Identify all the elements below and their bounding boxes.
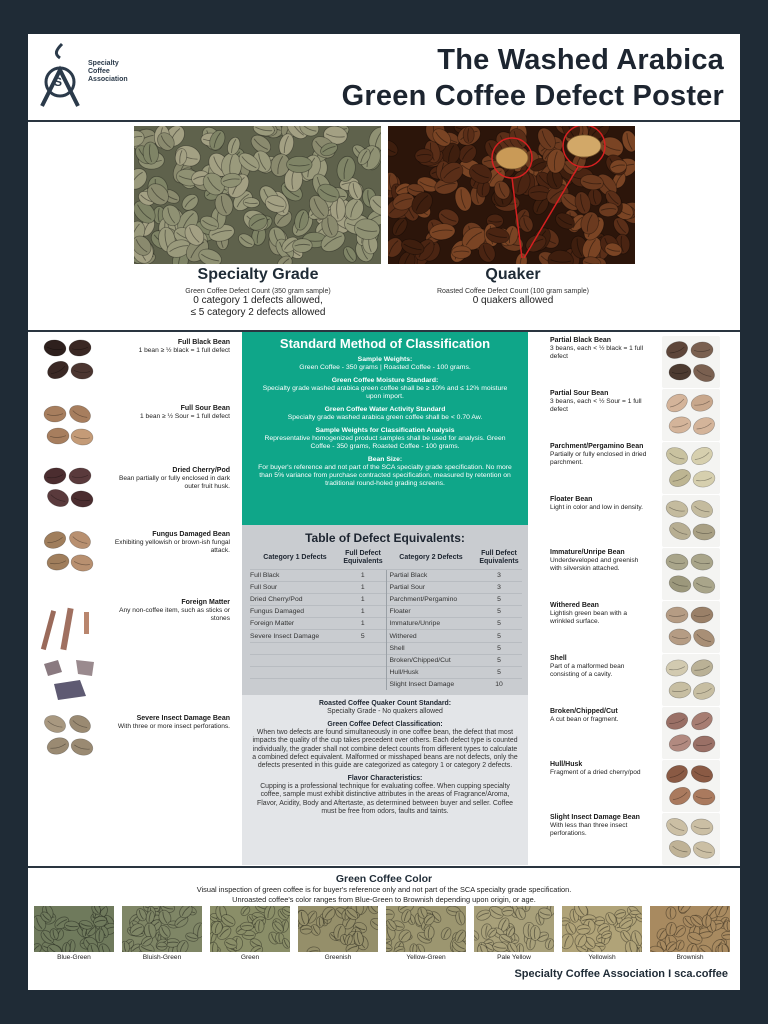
defect-item-full-black-bean <box>40 334 240 394</box>
standard-method-title: Standard Method of Classification <box>279 336 491 351</box>
method-section-text: Representative homogenized product samples shall be used for analysis. Green Coffee - 350 grams, Roasted Coffee - 100 grams. <box>264 435 506 450</box>
defect-photo <box>662 813 720 865</box>
note-heading: Flavor Characteristics: <box>347 775 423 783</box>
equivalents-row <box>250 582 522 594</box>
defect-photo <box>662 654 720 706</box>
cat1-defect: Dried Cherry/Pod <box>250 594 340 606</box>
defect-desc: With less than three insect perforations. <box>550 822 628 838</box>
quaker-subtitle: Roasted Coffee Defect Count (100 gram sample) <box>436 288 589 295</box>
method-section-heading: Green Coffee Moisture Standard: <box>331 377 439 384</box>
defect-photo <box>40 400 98 452</box>
defect-name: Full Sour Bean <box>180 405 230 412</box>
notes-panel <box>242 695 528 865</box>
note-heading: Green Coffee Defect Classification: <box>327 721 443 729</box>
defect-photo <box>662 495 720 547</box>
cat2-equivalent: 3 <box>476 570 522 582</box>
cat1-defect: Full Black <box>250 570 340 582</box>
method-section-text: Green Coffee - 350 grams | Roasted Coffee - 100 grams. <box>299 364 471 371</box>
defect-item-parchment-pergamino-bean <box>550 442 730 494</box>
cat2-equivalent: 5 <box>476 666 522 678</box>
cat1-defect: Fungus Damaged <box>250 606 340 618</box>
equivalents-row <box>250 618 522 630</box>
defect-desc: Fragment of a dried cherry/pod <box>550 769 641 776</box>
method-section-heading: Sample Weights: <box>357 356 413 363</box>
header-cat2: Category 2 Defects <box>399 554 463 561</box>
defect-photo <box>40 462 98 514</box>
defect-name: Parchment/Pergamino Bean <box>550 443 644 450</box>
color-swatch-greenish <box>298 906 378 952</box>
cat1-defect: Foreign Matter <box>250 618 340 630</box>
defect-photo <box>662 389 720 441</box>
defect-name: Fungus Damaged Bean <box>152 531 230 538</box>
method-section-heading: Bean Size: <box>367 456 403 463</box>
color-swatch-yellow-green <box>386 906 466 952</box>
color-desc-1: Visual inspection of green coffee is for buyer's reference only and not part of the SCA specialty grade specification. <box>196 885 572 894</box>
standard-method-panel <box>242 332 528 525</box>
equivalents-row <box>250 570 522 582</box>
cat1-defect: Severe Insect Damage <box>250 630 340 642</box>
color-swatch-blue-green <box>34 906 114 952</box>
defect-desc: Any non-coffee item, such as sticks or stones <box>119 607 230 623</box>
roasted-beans-photo <box>388 126 635 264</box>
color-swatch-label: Pale Yellow <box>497 954 531 961</box>
defect-name: Immature/Unripe Bean <box>550 549 625 556</box>
cat1-equivalent: 1 <box>340 594 386 606</box>
defect-name: Hull/Husk <box>550 761 583 768</box>
defect-desc: Underdeveloped and greenish with silverskin attached. <box>550 557 639 573</box>
color-swatch-label: Green <box>240 954 260 961</box>
color-section-title: Green Coffee Color <box>335 873 433 885</box>
defect-poster <box>28 34 740 990</box>
cat1-equivalent: 1 <box>340 582 386 594</box>
equivalents-row <box>250 666 522 678</box>
defect-name: Partial Sour Bean <box>550 390 609 397</box>
defect-desc: Lightish green bean with a wrinkled surface. <box>550 610 627 626</box>
cat1-equivalent <box>340 642 386 654</box>
specialty-grade-title: Specialty Grade <box>197 266 319 283</box>
cat2-defect: Shell <box>386 642 476 654</box>
defect-name: Floater Bean <box>550 496 593 503</box>
defect-name: Severe Insect Damage Bean <box>136 715 230 722</box>
defect-item-floater-bean <box>550 495 730 547</box>
color-swatch-label: Brownish <box>676 954 704 961</box>
equivalents-row <box>250 642 522 654</box>
color-swatch-brownish <box>650 906 730 952</box>
note-text: Cupping is a professional technique for evaluating coffee. When cupping specialty coffee, sample must exhibit distinctive attributes in the areas of Fragrance/Aroma, Flavor, Acidity, Body and Aftertaste, as determined between buyer and seller. Coffee must be free from odors, faults and taints. <box>257 783 513 815</box>
color-swatch-label: Yellowish <box>588 954 616 961</box>
divider <box>28 866 740 868</box>
sca-logo <box>38 40 148 110</box>
defect-name: Shell <box>550 655 567 662</box>
defect-photo <box>40 334 98 386</box>
note-text: Specialty Grade - No quakers allowed <box>327 708 443 715</box>
color-swatch-label: Blue-Green <box>57 954 91 961</box>
cat2-equivalent: 5 <box>476 594 522 606</box>
defect-item-dried-cherry-pod <box>40 462 240 522</box>
defect-name: Full Black Bean <box>177 339 230 346</box>
defect-item-withered-bean <box>550 601 730 653</box>
cat2-defect: Withered <box>386 630 476 642</box>
defect-photo <box>662 707 720 759</box>
method-section-text: Specialty grade washed arabica green coffee shall be < 0.70 Aw. <box>287 414 483 421</box>
cat1-equivalent <box>340 666 386 678</box>
cat1-defect <box>250 666 340 678</box>
cat1-defect <box>250 654 340 666</box>
specialty-grade-rule-2: ≤ 5 category 2 defects allowed <box>190 307 326 318</box>
color-swatch-yellowish <box>562 906 642 952</box>
divider <box>28 120 740 122</box>
defect-name: Withered Bean <box>550 602 599 609</box>
defect-item-hull-husk <box>550 760 730 812</box>
defect-desc: 3 beans, each < ½ black = 1 full defect <box>550 345 644 361</box>
poster-title <box>342 42 724 114</box>
title-line-2: Green Coffee Defect Poster <box>341 80 724 112</box>
color-desc-2: Unroasted coffee's color ranges from Blue-Green to Brownish depending upon origin, or age. <box>232 894 536 904</box>
defect-item-slight-insect-damage-bean <box>550 813 730 865</box>
defect-item-full-sour-bean <box>40 400 240 460</box>
defect-photo <box>662 760 720 812</box>
defect-desc: Exhibiting yellowish or brown-ish fungal attack. <box>114 539 230 555</box>
cat1-equivalent: 1 <box>340 606 386 618</box>
specialty-grade-block <box>128 266 388 319</box>
method-section-text: For buyer's reference and not part of the SCA specialty grade specification. No more than 5% variance from purchase contracted specification, measured by retention on traditional round-holed grading screens. <box>258 464 512 487</box>
color-swatch-label: Greenish <box>324 954 352 961</box>
color-swatch-label: Yellow-Green <box>406 954 446 961</box>
defect-desc: 1 bean ≥ ½ black = 1 full defect <box>138 347 230 354</box>
quaker-block <box>383 266 643 307</box>
defect-desc: 3 beans, each < ½ Sour = 1 full defect <box>550 398 642 414</box>
cat2-defect: Broken/Chipped/Cut <box>386 654 476 666</box>
sca-logo-icon <box>38 40 88 110</box>
defect-name: Slight Insect Damage Bean <box>550 814 640 821</box>
equivalents-row <box>250 630 522 642</box>
color-section-desc <box>28 885 740 904</box>
quaker-title: Quaker <box>485 266 541 283</box>
cat2-defect: Floater <box>386 606 476 618</box>
cat2-equivalent: 5 <box>476 630 522 642</box>
note-heading: Roasted Coffee Quaker Count Standard: <box>318 700 452 707</box>
equivalents-row <box>250 678 522 690</box>
header-cat1-equiv: Full Defect Equivalents <box>343 550 383 565</box>
header-cat1: Category 1 Defects <box>263 554 327 561</box>
defect-item-partial-black-bean <box>550 336 730 388</box>
defect-name: Broken/Chipped/Cut <box>550 708 618 715</box>
defect-photo <box>662 442 720 494</box>
defect-item-fungus-damaged-bean <box>40 526 240 586</box>
equivalents-row <box>250 654 522 666</box>
note-text: When two defects are found simultaneously in one coffee bean, the defect that most impacts the quality of the cup takes precedent over others. Each defect type is counted individually, the grader shall not combine defect counts from different types to calculate a combined defect equivalent. Malformed or misshaped beans are not defects, only the defects presented in this guide are categorized as category 1 or category 2 defects. <box>252 729 518 770</box>
defect-desc: Partially or fully enclosed in dried parchment. <box>550 451 647 467</box>
cat1-equivalent: 1 <box>340 570 386 582</box>
color-swatch-label: Bluish-Green <box>142 954 182 961</box>
cat2-equivalent: 5 <box>476 618 522 630</box>
cat2-defect: Hull/Husk <box>386 666 476 678</box>
cat2-defect: Partial Sour <box>386 582 476 594</box>
defect-photo <box>662 601 720 653</box>
specialty-grade-rule-1: 0 category 1 defects allowed, <box>193 295 323 306</box>
defect-item-immature-unripe-bean <box>550 548 730 600</box>
defect-desc: Light in color and low in density. <box>550 504 643 511</box>
sca-logo-text: Specialty Coffee Association <box>88 60 128 83</box>
defect-item-foreign-matter <box>40 598 240 658</box>
defect-name: Dried Cherry/Pod <box>172 467 230 474</box>
color-swatch-green <box>210 906 290 952</box>
defect-name: Foreign Matter <box>181 599 230 606</box>
defect-photo <box>662 548 720 600</box>
equivalents-table <box>250 549 522 690</box>
defect-item-partial-sour-bean <box>550 389 730 441</box>
defect-photo <box>40 526 98 578</box>
cat1-equivalent <box>340 678 386 690</box>
cat2-equivalent: 5 <box>476 606 522 618</box>
method-section-heading: Green Coffee Water Activity Standard <box>324 406 446 413</box>
defect-desc: A cut bean or fragment. <box>550 716 619 723</box>
defect-photo <box>40 604 98 704</box>
header-cat2-equiv: Full Defect Equivalents <box>479 550 519 565</box>
defect-desc: 1 bean ≥ ½ Sour = 1 full defect <box>140 413 230 420</box>
cat2-defect: Immature/Unripe <box>386 618 476 630</box>
cat2-equivalent: 10 <box>476 678 522 690</box>
defect-desc: Bean partially or fully enclosed in dark outer fruit husk. <box>118 475 230 491</box>
equivalents-row <box>250 606 522 618</box>
color-swatch-pale-yellow <box>474 906 554 952</box>
cat1-defect <box>250 678 340 690</box>
color-swatch-bluish-green <box>122 906 202 952</box>
defect-name: Partial Black Bean <box>550 337 612 344</box>
cat1-defect <box>250 642 340 654</box>
defect-desc: With three or more insect perforations. <box>117 723 230 730</box>
footer: Specialty Coffee Association I sca.coffee <box>514 968 728 980</box>
defect-item-broken-chipped-cut <box>550 707 730 759</box>
equivalents-title: Table of Defect Equivalents: <box>305 531 465 545</box>
defect-equivalents-panel <box>242 525 528 695</box>
cat2-defect: Slight Insect Damage <box>386 678 476 690</box>
cat2-equivalent: 5 <box>476 642 522 654</box>
title-line-1: The Washed Arabica <box>437 44 724 76</box>
defect-desc: Part of a malformed bean consisting of a cavity. <box>550 663 625 679</box>
defect-photo <box>662 336 720 388</box>
specialty-grade-subtitle: Green Coffee Defect Count (350 gram sample) <box>185 288 331 295</box>
cat1-equivalent <box>340 654 386 666</box>
defect-item-severe-insect-damage-bean <box>40 710 240 770</box>
method-section-text: Specialty grade washed arabica green coffee shall be ≥ 10% and ≤ 12% moisture upon import. <box>262 385 508 400</box>
cat1-defect: Full Sour <box>250 582 340 594</box>
cat2-equivalent: 3 <box>476 582 522 594</box>
cat1-equivalent: 5 <box>340 630 386 642</box>
cat2-defect: Parchment/Pergamino <box>386 594 476 606</box>
quaker-rule: 0 quakers allowed <box>472 295 554 306</box>
cat1-equivalent: 1 <box>340 618 386 630</box>
cat2-defect: Partial Black <box>386 570 476 582</box>
cat2-equivalent: 5 <box>476 654 522 666</box>
equivalents-row <box>250 594 522 606</box>
svg-text:S: S <box>54 75 63 89</box>
defect-item-shell <box>550 654 730 706</box>
method-section-heading: Sample Weights for Classification Analysis <box>315 427 455 434</box>
defect-photo <box>40 710 98 762</box>
green-beans-photo <box>134 126 381 264</box>
